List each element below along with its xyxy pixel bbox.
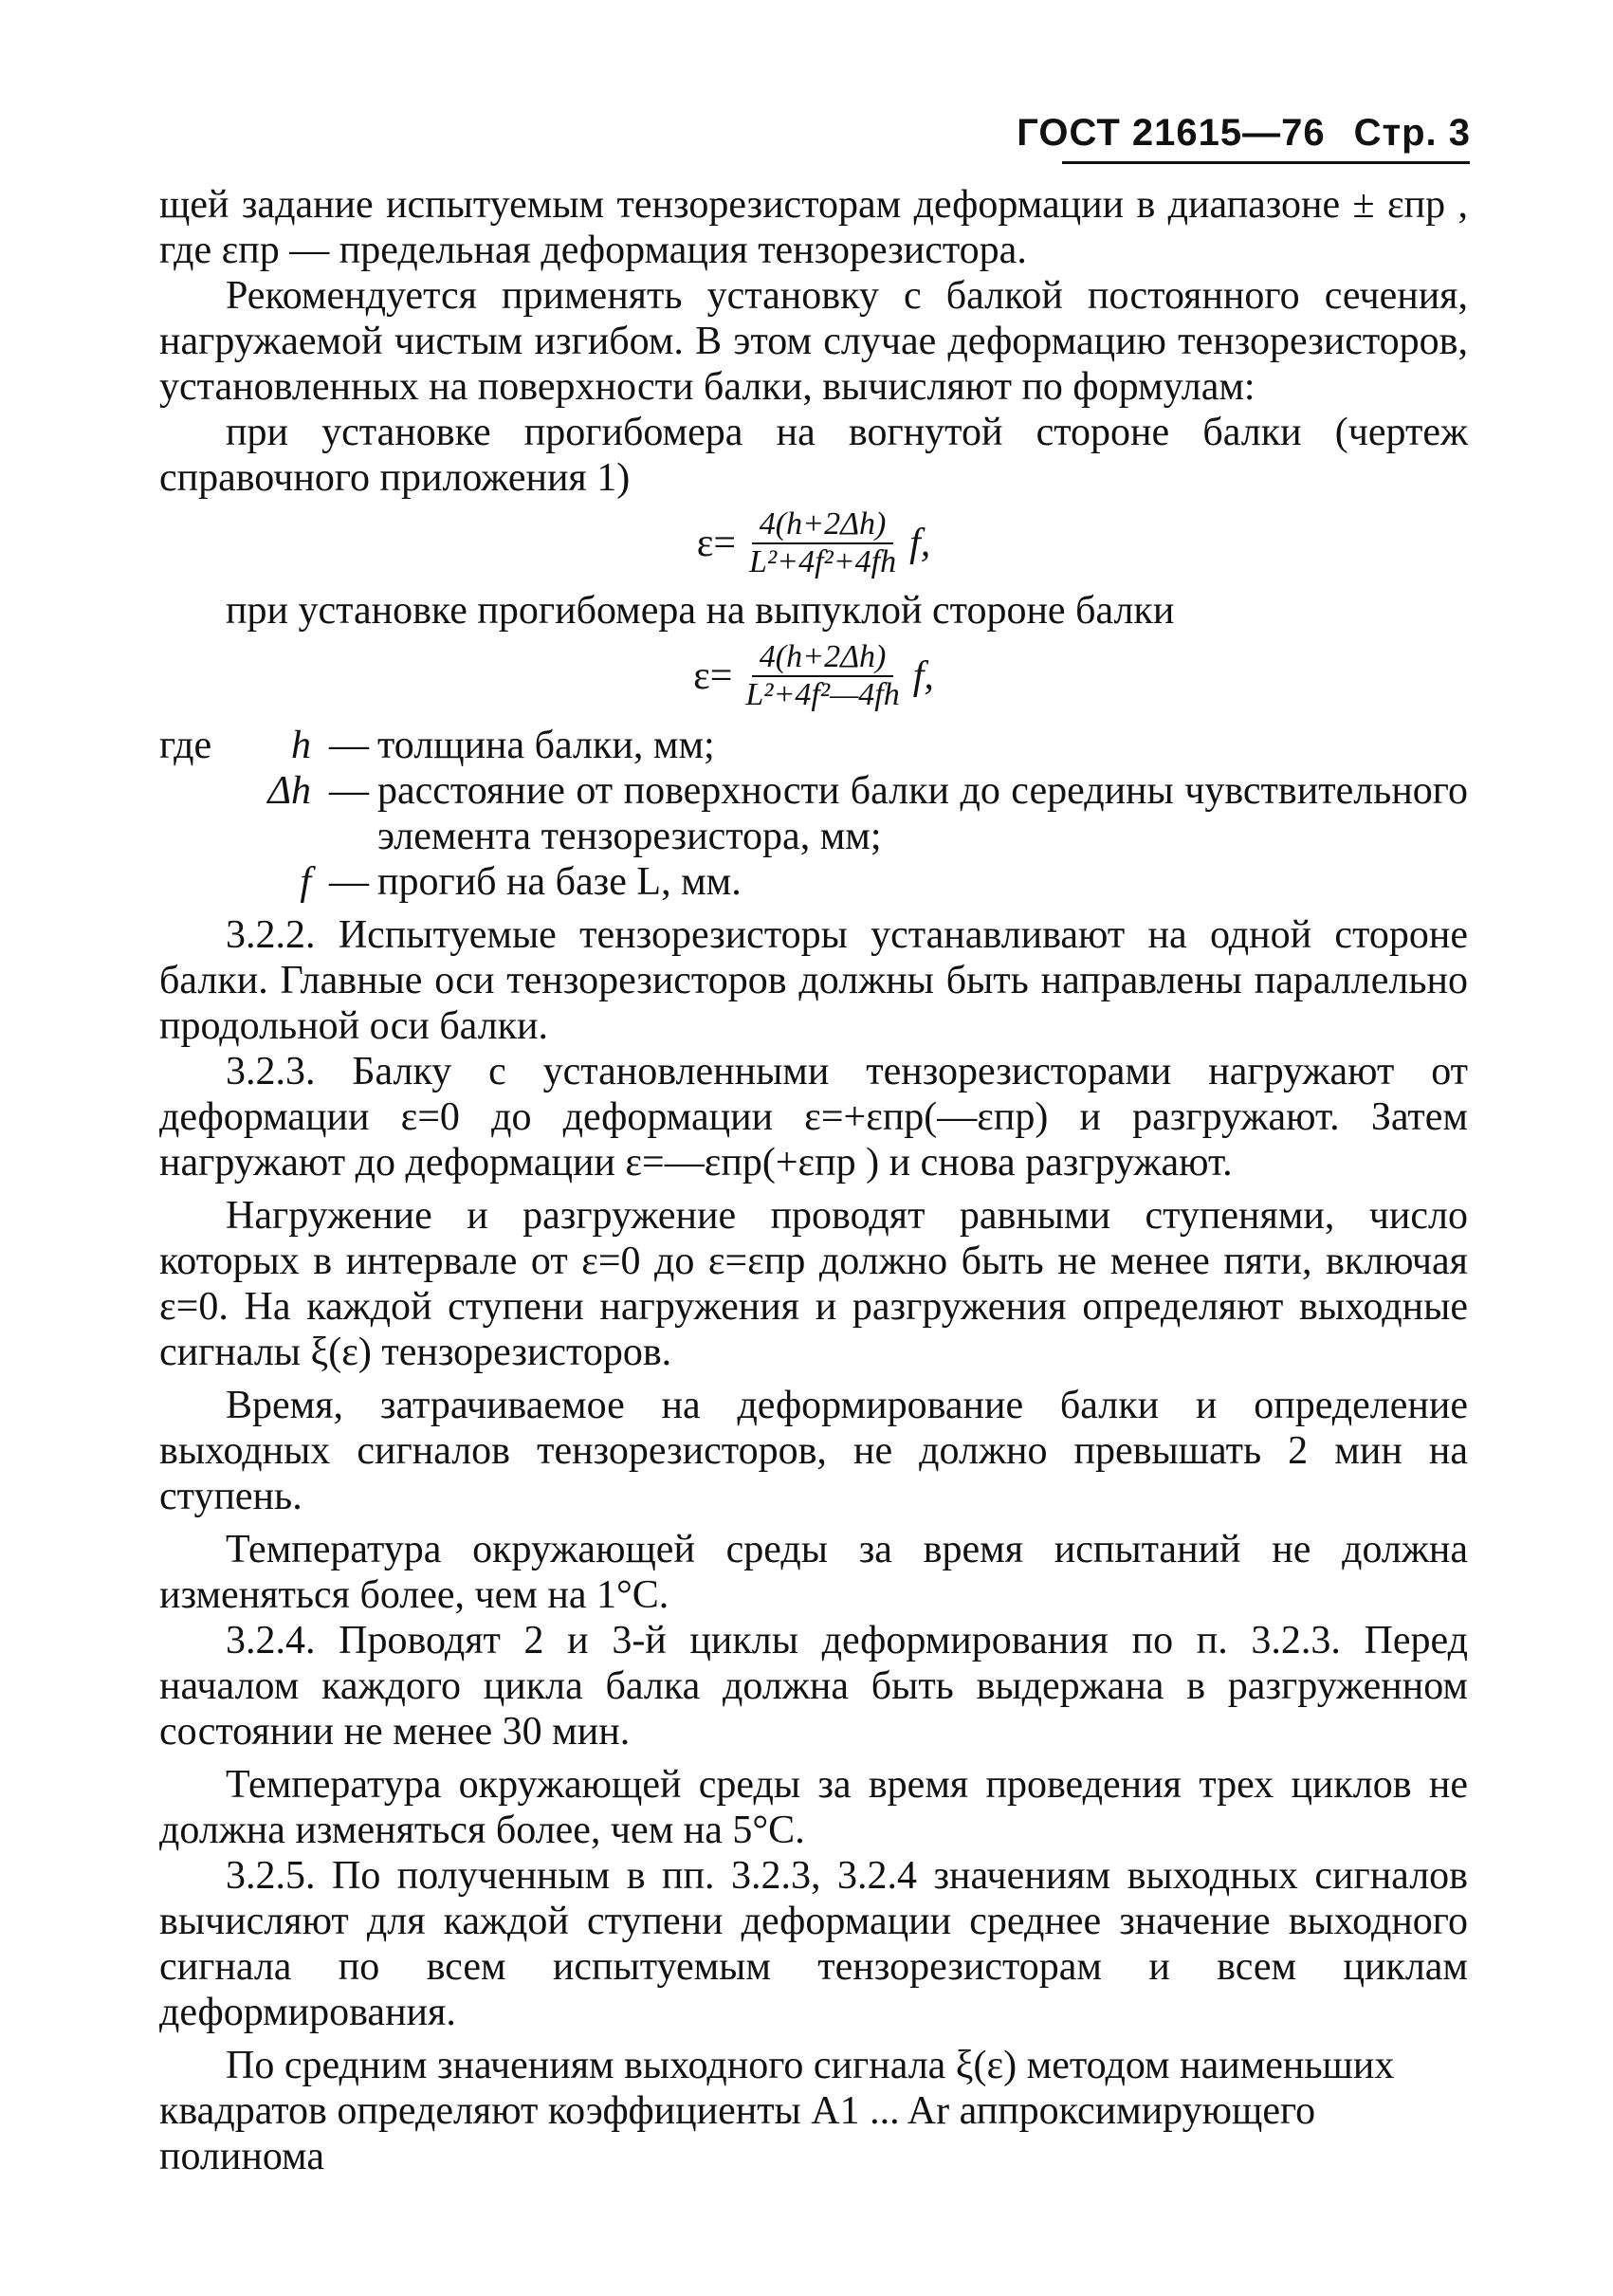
definitions-lead: где [159, 724, 212, 767]
paragraph-loading-steps: Нагружение и разгружение проводят равными ступенями, число которых в интервале от ε=0 до ε=εпр должно быть не менее пяти, включая ε=0. На каждой ступени нагружения и разгружения определяют выходные сигналы ξ(ε) тензорезисторов. [159, 1194, 1468, 1374]
formula-fraction [738, 639, 907, 713]
formula-rhs: f, [909, 522, 931, 565]
definition-dash: — [329, 860, 369, 904]
paragraph-3-2-3: 3.2.3. Балку с установленными тензорезисторами нагружают от деформации ε=0 до деформации ε=+εпр(—εпр) и разгружают. Затем нагружают до деформации ε=—εпр(+εпр ) и снова разгружают. [159, 1050, 1468, 1185]
definition-f [254, 859, 1468, 905]
paragraph-3-2-5: 3.2.5. По полученным в пп. 3.2.3, 3.2.4 значениям выходных сигналов вычисляют для каждой ступени деформации среднее значение выходного сигнала по всем испытуемым тензорезисторам и всем циклам деформирования. [159, 1854, 1468, 2034]
formula-rhs: f, [912, 654, 934, 698]
paragraph-temperature-1: Температура окружающей среды за время испытаний не должна изменяться более, чем на 1°С. [159, 1528, 1468, 1617]
paragraph-convex: при установке прогибомера на выпуклой стороне балки [226, 589, 1175, 633]
formula-lhs: ε= [696, 522, 737, 565]
definition-symbol: h [291, 724, 311, 767]
definition-symbol: Δh [267, 769, 311, 813]
definition-symbol: f [300, 860, 311, 904]
paragraph-temperature-2: Температура окружающей среды за время проведения трех циклов не должна изменяться более, чем на 5°С. [159, 1763, 1468, 1852]
paragraph-concave: при установке прогибомера на вогнутой стороне балки (чертеж справочного приложения 1) [159, 411, 1468, 500]
formula-numerator: 4(h+2Δh) [752, 506, 894, 544]
variable-definitions [159, 723, 1468, 905]
formula-denominator: L²+4f²+4fh [749, 544, 897, 579]
paragraph-3-2-4: 3.2.4. Проводят 2 и 3-й циклы деформирования по п. 3.2.3. Перед началом каждого цикла балка должна быть выдержана в разгруженном состоянии не менее 30 мин. [159, 1619, 1468, 1754]
formula-lhs: ε= [693, 654, 733, 698]
definition-dh [254, 768, 1468, 859]
formula-numerator: 4(h+2Δh) [752, 639, 894, 677]
definition-text: расстояние от поверхности балки до середины чувствительного элемента тензорезистора, мм; [377, 769, 1468, 858]
paragraph-recommendation: Рекомендуется применять установку с балкой постоянного сечения, нагружаемой чистым изгибом. В этом случае деформацию тензорезисторов, установленных на поверхности балки, вычисляют по формулам: [159, 274, 1468, 409]
paragraph-3-2-2: 3.2.2. Испытуемые тензорезисторы устанавливают на одной стороне балки. Главные оси тензорезисторов должны быть направлены параллельно продольной оси балки. [159, 913, 1468, 1048]
definition-dash: — [329, 724, 369, 767]
paragraph-continuation: щей задание испытуемым тензорезисторам деформации в диапазоне ± εпр , где εпр — предельная деформация тензорезистора. [159, 183, 1468, 272]
standard-number: ГОСТ 21615—76 [1017, 112, 1326, 154]
definition-dash: — [329, 769, 369, 813]
paragraph-time-limit: Время, затрачиваемое на деформирование балки и определение выходных сигналов тензорезисторов, не должно превышать 2 мин на ступень. [159, 1384, 1468, 1518]
document-body [159, 182, 1468, 2179]
definition-h [159, 723, 1468, 768]
formula-convex [159, 639, 1468, 713]
page-number: Стр. 3 [1353, 112, 1471, 154]
formula-denominator: L²+4f²—4fh [745, 677, 900, 712]
header-rule [1062, 161, 1470, 164]
paragraph-least-squares: По средним значениям выходного сигнала ξ(ε) методом наименьших квадратов определяют коэффициенты A1 ... Ar аппроксимирующего полинома [159, 2044, 1395, 2178]
definition-text: толщина балки, мм; [377, 724, 715, 767]
page-header [1017, 112, 1471, 155]
definition-text: прогиб на базе L, мм. [377, 860, 742, 904]
formula-concave [159, 506, 1468, 580]
formula-fraction [742, 506, 904, 580]
